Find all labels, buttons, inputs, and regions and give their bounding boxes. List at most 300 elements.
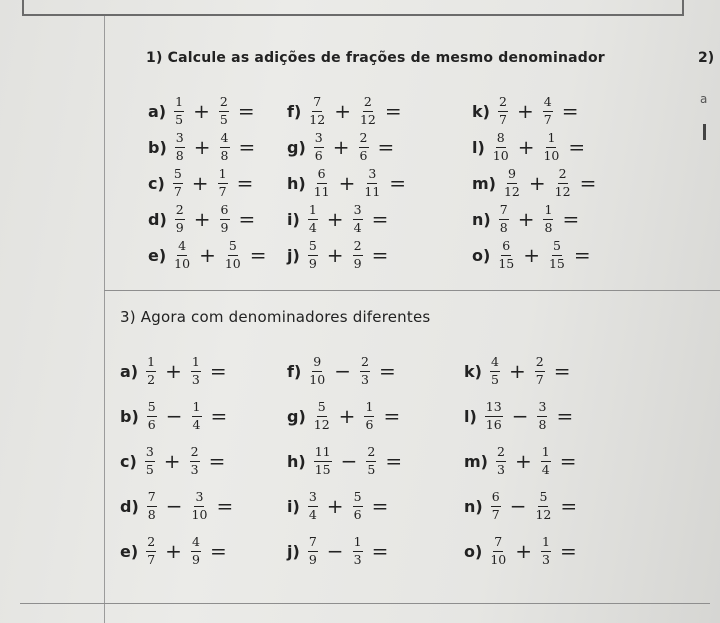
fraction	[147, 491, 157, 521]
fraction	[308, 536, 318, 566]
numerator: 1	[541, 536, 551, 552]
numerator: 4	[543, 96, 553, 112]
fraction	[192, 491, 208, 521]
numerator: 5	[147, 401, 157, 417]
numerator: 5	[538, 491, 548, 507]
numerator: 2	[219, 96, 229, 112]
q3-exercise-k	[464, 356, 570, 386]
denominator: 15	[548, 255, 565, 271]
denominator: 12	[535, 506, 552, 522]
exercise-label: l)	[472, 137, 485, 157]
q1-exercise-d	[148, 204, 255, 234]
numerator: 3	[308, 491, 318, 507]
equals-sign: =	[377, 135, 395, 159]
exercise-label: o)	[464, 541, 483, 561]
fraction	[493, 132, 509, 162]
denominator: 9	[353, 255, 362, 271]
equals-sign: =	[238, 135, 256, 159]
equals-sign: =	[568, 135, 586, 159]
fraction	[364, 168, 380, 198]
denominator: 9	[308, 255, 317, 271]
operator-sign: +	[193, 207, 211, 231]
numerator: 1	[546, 132, 556, 148]
denominator: 4	[308, 219, 317, 235]
numerator: 7	[147, 491, 157, 507]
exercise-label: c)	[148, 173, 165, 193]
fraction	[190, 446, 200, 476]
operator-sign: +	[515, 539, 532, 563]
q3-exercise-o	[464, 536, 577, 566]
q3-number: 3)	[120, 308, 136, 326]
equals-sign: =	[385, 449, 403, 473]
operator-sign: +	[326, 207, 344, 231]
fraction	[175, 204, 185, 234]
fraction	[220, 204, 230, 234]
fraction	[541, 446, 551, 476]
numerator: 1	[174, 96, 184, 112]
numerator: 4	[220, 132, 230, 148]
denominator: 12	[554, 183, 571, 199]
exercise-label: c)	[120, 451, 137, 471]
denominator: 2	[147, 371, 156, 387]
numerator: 3	[175, 132, 185, 148]
numerator: 6	[501, 240, 511, 256]
denominator: 6	[314, 147, 323, 163]
numerator: 2	[359, 132, 369, 148]
operator-sign: −	[334, 359, 351, 383]
denominator: 8	[499, 219, 508, 235]
operator-sign: −	[511, 404, 529, 428]
denominator: 7	[173, 183, 182, 199]
numerator: 3	[367, 168, 377, 184]
denominator: 8	[147, 506, 156, 522]
denominator: 9	[175, 219, 184, 235]
fraction	[543, 204, 553, 234]
fraction	[314, 446, 332, 476]
equals-sign: =	[562, 207, 580, 231]
denominator: 7	[147, 551, 156, 567]
q1-exercise-n	[472, 204, 579, 234]
fraction	[308, 240, 318, 270]
equals-sign: =	[371, 494, 389, 518]
fraction	[314, 168, 330, 198]
fraction	[353, 491, 363, 521]
equals-sign: =	[210, 404, 228, 428]
numerator: 3	[194, 491, 204, 507]
exercise-label: k)	[472, 101, 490, 121]
operator-sign: +	[338, 171, 356, 195]
fraction	[175, 132, 185, 162]
numerator: 2	[366, 446, 376, 462]
equals-sign: =	[553, 359, 571, 383]
numerator: 5	[317, 401, 327, 417]
fraction	[145, 446, 155, 476]
equals-sign: =	[383, 404, 401, 428]
equals-sign: =	[389, 171, 407, 195]
operator-sign: −	[509, 494, 527, 518]
q3-exercise-g	[287, 401, 400, 431]
numerator: 1	[364, 401, 374, 417]
equals-sign: =	[216, 494, 234, 518]
q1-title-text: Calcule as adições de frações de mesmo denominador	[167, 50, 605, 66]
q3-exercise-c	[120, 446, 225, 476]
numerator: 1	[353, 536, 363, 552]
equals-sign: =	[238, 207, 256, 231]
operator-sign: +	[514, 449, 532, 473]
operator-sign: +	[332, 135, 350, 159]
numerator: 3	[537, 401, 547, 417]
q1-exercise-g	[287, 132, 394, 162]
q1-exercise-f	[287, 96, 402, 126]
equals-sign: =	[209, 359, 227, 383]
q2-stub-mark	[703, 124, 706, 140]
q3-exercise-m	[464, 446, 577, 476]
fraction	[485, 401, 503, 431]
equals-sign: =	[560, 494, 578, 518]
exercise-label: f)	[287, 101, 302, 121]
denominator: 4	[308, 506, 317, 522]
denominator: 12	[313, 416, 330, 432]
denominator: 5	[367, 461, 376, 477]
equals-sign: =	[208, 449, 226, 473]
q2-stub-a: a	[700, 92, 708, 106]
fraction	[173, 168, 183, 198]
exercise-label: a)	[120, 361, 139, 381]
q3-exercise-e	[120, 536, 227, 566]
denominator: 12	[359, 111, 376, 127]
q1-exercise-k	[472, 96, 578, 126]
fraction	[146, 536, 156, 566]
numerator: 1	[192, 401, 202, 417]
fraction	[309, 356, 325, 386]
operator-sign: +	[165, 359, 182, 383]
operator-sign: +	[326, 494, 344, 518]
fraction	[490, 536, 506, 566]
numerator: 2	[535, 356, 545, 372]
denominator: 7	[491, 506, 500, 522]
exercise-label: n)	[472, 209, 491, 229]
denominator: 3	[360, 371, 369, 387]
fraction	[360, 96, 376, 126]
denominator: 5	[219, 111, 228, 127]
denominator: 15	[314, 461, 331, 477]
fraction	[504, 168, 520, 198]
fraction	[314, 401, 330, 431]
operator-sign: +	[165, 539, 182, 563]
denominator: 10	[224, 255, 241, 271]
denominator: 3	[353, 551, 362, 567]
q1-number: 1)	[146, 50, 163, 66]
q3-title-text: Agora com denominadores diferentes	[140, 308, 431, 326]
exercise-label: e)	[148, 245, 167, 265]
q1-exercise-i	[287, 204, 388, 234]
equals-sign: =	[559, 449, 577, 473]
denominator: 10	[490, 551, 507, 567]
equals-sign: =	[236, 171, 254, 195]
denominator: 6	[353, 506, 362, 522]
numerator: 5	[353, 491, 363, 507]
denominator: 4	[353, 219, 362, 235]
fraction	[174, 96, 184, 126]
q2-number: 2)	[698, 50, 715, 66]
denominator: 3	[191, 371, 200, 387]
numerator: 7	[499, 204, 509, 220]
numerator: 5	[552, 240, 562, 256]
denominator: 6	[147, 416, 156, 432]
q3-exercise-f	[287, 356, 396, 386]
equals-sign: =	[371, 207, 389, 231]
denominator: 11	[313, 183, 330, 199]
operator-sign: +	[508, 359, 526, 383]
numerator: 2	[353, 240, 363, 256]
exercise-label: i)	[287, 496, 300, 516]
numerator: 7	[308, 536, 318, 552]
numerator: 4	[191, 536, 201, 552]
denominator: 9	[308, 551, 317, 567]
denominator: 7	[535, 371, 544, 387]
operator-sign: +	[193, 99, 210, 123]
exercise-label: n)	[464, 496, 483, 516]
denominator: 5	[490, 371, 499, 387]
fraction	[537, 401, 547, 431]
exercise-label: e)	[120, 541, 139, 561]
divider-line-bottom	[20, 603, 710, 604]
exercise-label: o)	[472, 245, 491, 265]
numerator: 9	[507, 168, 517, 184]
fraction	[308, 204, 318, 234]
denominator: 10	[174, 255, 191, 271]
fraction	[308, 491, 318, 521]
fraction	[353, 536, 363, 566]
fraction	[359, 132, 369, 162]
fraction	[360, 356, 370, 386]
fraction	[147, 401, 157, 431]
divider-line-q1	[104, 290, 720, 291]
denominator: 9	[191, 551, 200, 567]
denominator: 10	[543, 147, 560, 163]
fraction	[219, 96, 229, 126]
operator-sign: −	[326, 539, 344, 563]
operator-sign: +	[523, 243, 540, 267]
numerator: 6	[491, 491, 501, 507]
denominator: 7	[498, 111, 507, 127]
equals-sign: =	[556, 404, 574, 428]
denominator: 3	[542, 551, 550, 567]
q1-exercise-b	[148, 132, 255, 162]
exercise-label: m)	[464, 451, 488, 471]
operator-sign: +	[326, 243, 344, 267]
operator-sign: +	[516, 99, 534, 123]
numerator: 6	[317, 168, 327, 184]
q1-exercise-c	[148, 168, 253, 198]
q3-title	[120, 308, 430, 326]
q1-exercise-h	[287, 168, 406, 198]
numerator: 2	[360, 356, 370, 372]
denominator: 4	[541, 461, 550, 477]
numerator: 2	[558, 168, 568, 184]
fraction	[499, 204, 509, 234]
fraction	[496, 446, 506, 476]
numerator: 7	[493, 536, 503, 552]
exercise-label: l)	[464, 406, 477, 426]
numerator: 2	[190, 446, 200, 462]
numerator: 2	[175, 204, 185, 220]
denominator: 10	[309, 371, 326, 387]
q3-exercise-l	[464, 401, 573, 431]
exercise-label: i)	[287, 209, 300, 229]
operator-sign: +	[163, 449, 181, 473]
numerator: 2	[498, 96, 508, 112]
equals-sign: =	[378, 359, 396, 383]
fraction	[225, 240, 241, 270]
fraction	[535, 491, 551, 521]
denominator: 9	[220, 219, 229, 235]
operator-sign: +	[338, 404, 356, 428]
fraction	[191, 356, 201, 386]
operator-sign: +	[528, 171, 546, 195]
denominator: 11	[364, 183, 381, 199]
denominator: 5	[175, 111, 184, 127]
denominator: 16	[485, 416, 502, 432]
q1-exercise-a	[148, 96, 255, 126]
denominator: 7	[218, 183, 227, 199]
numerator: 1	[541, 446, 551, 462]
equals-sign: =	[209, 539, 227, 563]
denominator: 5	[145, 461, 154, 477]
fraction	[309, 96, 325, 126]
denominator: 10	[191, 506, 208, 522]
exercise-label: h)	[287, 173, 306, 193]
numerator: 1	[543, 204, 553, 220]
fraction	[543, 96, 553, 126]
numerator: 1	[146, 356, 156, 372]
fraction	[146, 356, 156, 386]
equals-sign: =	[559, 539, 577, 563]
fraction	[192, 401, 202, 431]
operator-sign: −	[165, 404, 183, 428]
numerator: 2	[496, 446, 506, 462]
fraction	[543, 132, 559, 162]
denominator: 6	[365, 416, 374, 432]
denominator: 12	[309, 111, 326, 127]
numerator: 1	[191, 356, 201, 372]
denominator: 15	[498, 255, 515, 271]
numerator: 11	[314, 446, 332, 462]
denominator: 8	[175, 147, 184, 163]
operator-sign: +	[199, 243, 216, 267]
denominator: 8	[220, 147, 229, 163]
numerator: 9	[312, 356, 322, 372]
fraction	[549, 240, 565, 270]
margin-line	[104, 16, 105, 623]
q3-exercise-n	[464, 491, 577, 521]
exercise-label: d)	[120, 496, 139, 516]
numerator: 5	[228, 240, 238, 256]
denominator: 7	[543, 111, 552, 127]
equals-sign: =	[579, 171, 597, 195]
operator-sign: +	[517, 207, 535, 231]
fraction	[220, 132, 230, 162]
operator-sign: −	[340, 449, 358, 473]
equals-sign: =	[237, 99, 255, 123]
denominator: 3	[497, 461, 505, 477]
operator-sign: +	[517, 135, 535, 159]
q3-exercise-h	[287, 446, 402, 476]
fraction	[366, 446, 376, 476]
q1-exercise-m	[472, 168, 596, 198]
exercise-label: g)	[287, 137, 306, 157]
equals-sign: =	[371, 243, 389, 267]
equals-sign: =	[384, 99, 402, 123]
operator-sign: +	[334, 99, 351, 123]
operator-sign: +	[193, 135, 211, 159]
denominator: 10	[492, 147, 509, 163]
numerator: 2	[146, 536, 156, 552]
q1-title	[146, 50, 605, 66]
exercise-label: j)	[287, 541, 300, 561]
numerator: 3	[314, 132, 324, 148]
denominator: 8	[544, 219, 553, 235]
q3-exercise-a	[120, 356, 227, 386]
denominator: 8	[538, 416, 547, 432]
exercise-label: a)	[148, 101, 167, 121]
numerator: 4	[177, 240, 187, 256]
numerator: 3	[145, 446, 155, 462]
exercise-label: k)	[464, 361, 482, 381]
q3-exercise-d	[120, 491, 233, 521]
fraction	[541, 536, 551, 566]
q3-exercise-i	[287, 491, 388, 521]
fraction	[535, 356, 545, 386]
fraction	[498, 240, 514, 270]
fraction	[498, 96, 508, 126]
numerator: 5	[173, 168, 183, 184]
numerator: 6	[220, 204, 230, 220]
exercise-label: b)	[148, 137, 167, 157]
operator-sign: +	[191, 171, 209, 195]
equals-sign: =	[371, 539, 389, 563]
denominator: 3	[190, 461, 199, 477]
exercise-label: m)	[472, 173, 496, 193]
q3-exercise-j	[287, 536, 388, 566]
numerator: 1	[308, 204, 318, 220]
fraction	[490, 356, 500, 386]
numerator: 2	[363, 96, 373, 112]
equals-sign: =	[249, 243, 267, 267]
exercise-label: h)	[287, 451, 306, 471]
fraction	[353, 204, 363, 234]
fraction	[191, 536, 201, 566]
exercise-label: g)	[287, 406, 306, 426]
numerator: 3	[353, 204, 363, 220]
numerator: 8	[496, 132, 506, 148]
q1-exercise-l	[472, 132, 585, 162]
fraction	[314, 132, 324, 162]
q1-exercise-e	[148, 240, 267, 270]
fraction	[218, 168, 228, 198]
operator-sign: −	[165, 494, 183, 518]
denominator: 12	[503, 183, 520, 199]
exercise-label: b)	[120, 406, 139, 426]
fraction	[491, 491, 501, 521]
exercise-label: j)	[287, 245, 300, 265]
fraction	[353, 240, 363, 270]
equals-sign: =	[561, 99, 579, 123]
numerator: 7	[312, 96, 322, 112]
numerator: 13	[485, 401, 503, 417]
q1-exercise-j	[287, 240, 388, 270]
q1-exercise-o	[472, 240, 591, 270]
